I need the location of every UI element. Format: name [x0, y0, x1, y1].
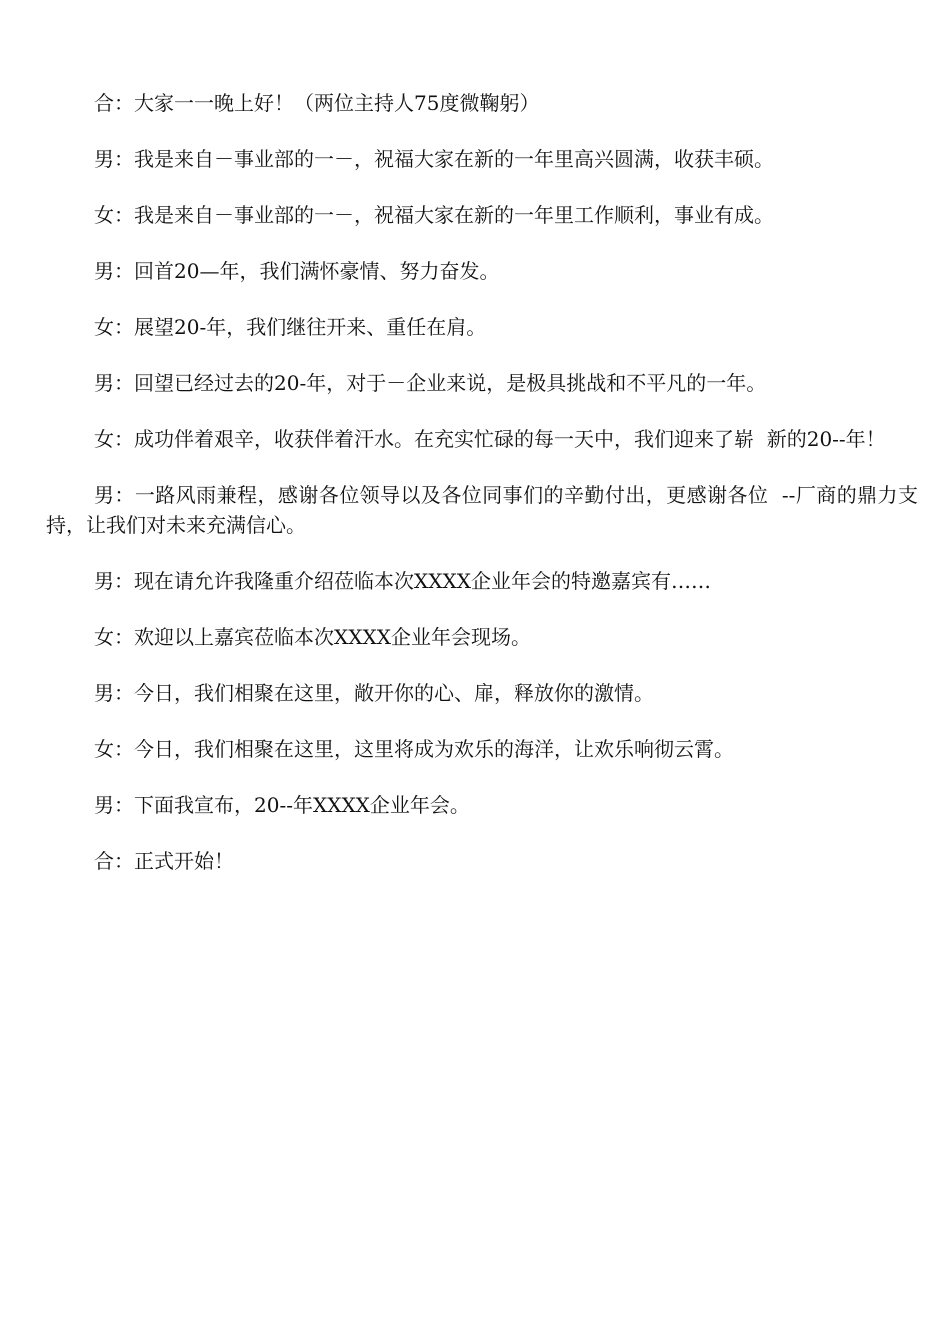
- script-line: 男：今日，我们相聚在这里，敞开你的心、扉，释放你的激情。: [94, 681, 654, 705]
- script-line: 男：现在请允许我隆重介绍莅临本次XXXX企业年会的特邀嘉宾有……: [94, 569, 711, 593]
- script-line: 女：欢迎以上嘉宾莅临本次XXXX企业年会现场。: [94, 625, 531, 649]
- script-line: 男：我是来自－事业部的一－，祝福大家在新的一年里高兴圆满，收获丰硕。: [94, 147, 774, 171]
- script-line: 合：正式开始！: [94, 849, 234, 873]
- script-line: 男：下面我宣布，20--年XXXX企业年会。: [94, 793, 470, 817]
- script-line: 女：成功伴着艰辛，收获伴着汗水。在充实忙碌的每一天中，我们迎来了崭 新的20--年！: [94, 427, 886, 451]
- script-line: 合：大家一一晚上好！（两位主持人75度微鞠躬）: [94, 91, 540, 115]
- script-line: 男：一路风雨兼程，感谢各位领导以及各位同事们的辛勤付出，更感谢各位 --厂商的鼎力支持，让我们对未来充满信心。: [46, 483, 918, 537]
- script-line: 男：回望已经过去的20-年，对于－企业来说，是极具挑战和不平凡的一年。: [94, 371, 767, 395]
- document-page: [46, 88, 918, 902]
- script-line: 男：回首20—年，我们满怀豪情、努力奋发。: [94, 259, 500, 283]
- script-line: 女：我是来自－事业部的一－，祝福大家在新的一年里工作顺利，事业有成。: [94, 203, 774, 227]
- script-line: 女：展望20-年，我们继往开来、重任在肩。: [94, 315, 487, 339]
- script-line: 女：今日，我们相聚在这里，这里将成为欢乐的海洋，让欢乐响彻云霄。: [94, 737, 734, 761]
